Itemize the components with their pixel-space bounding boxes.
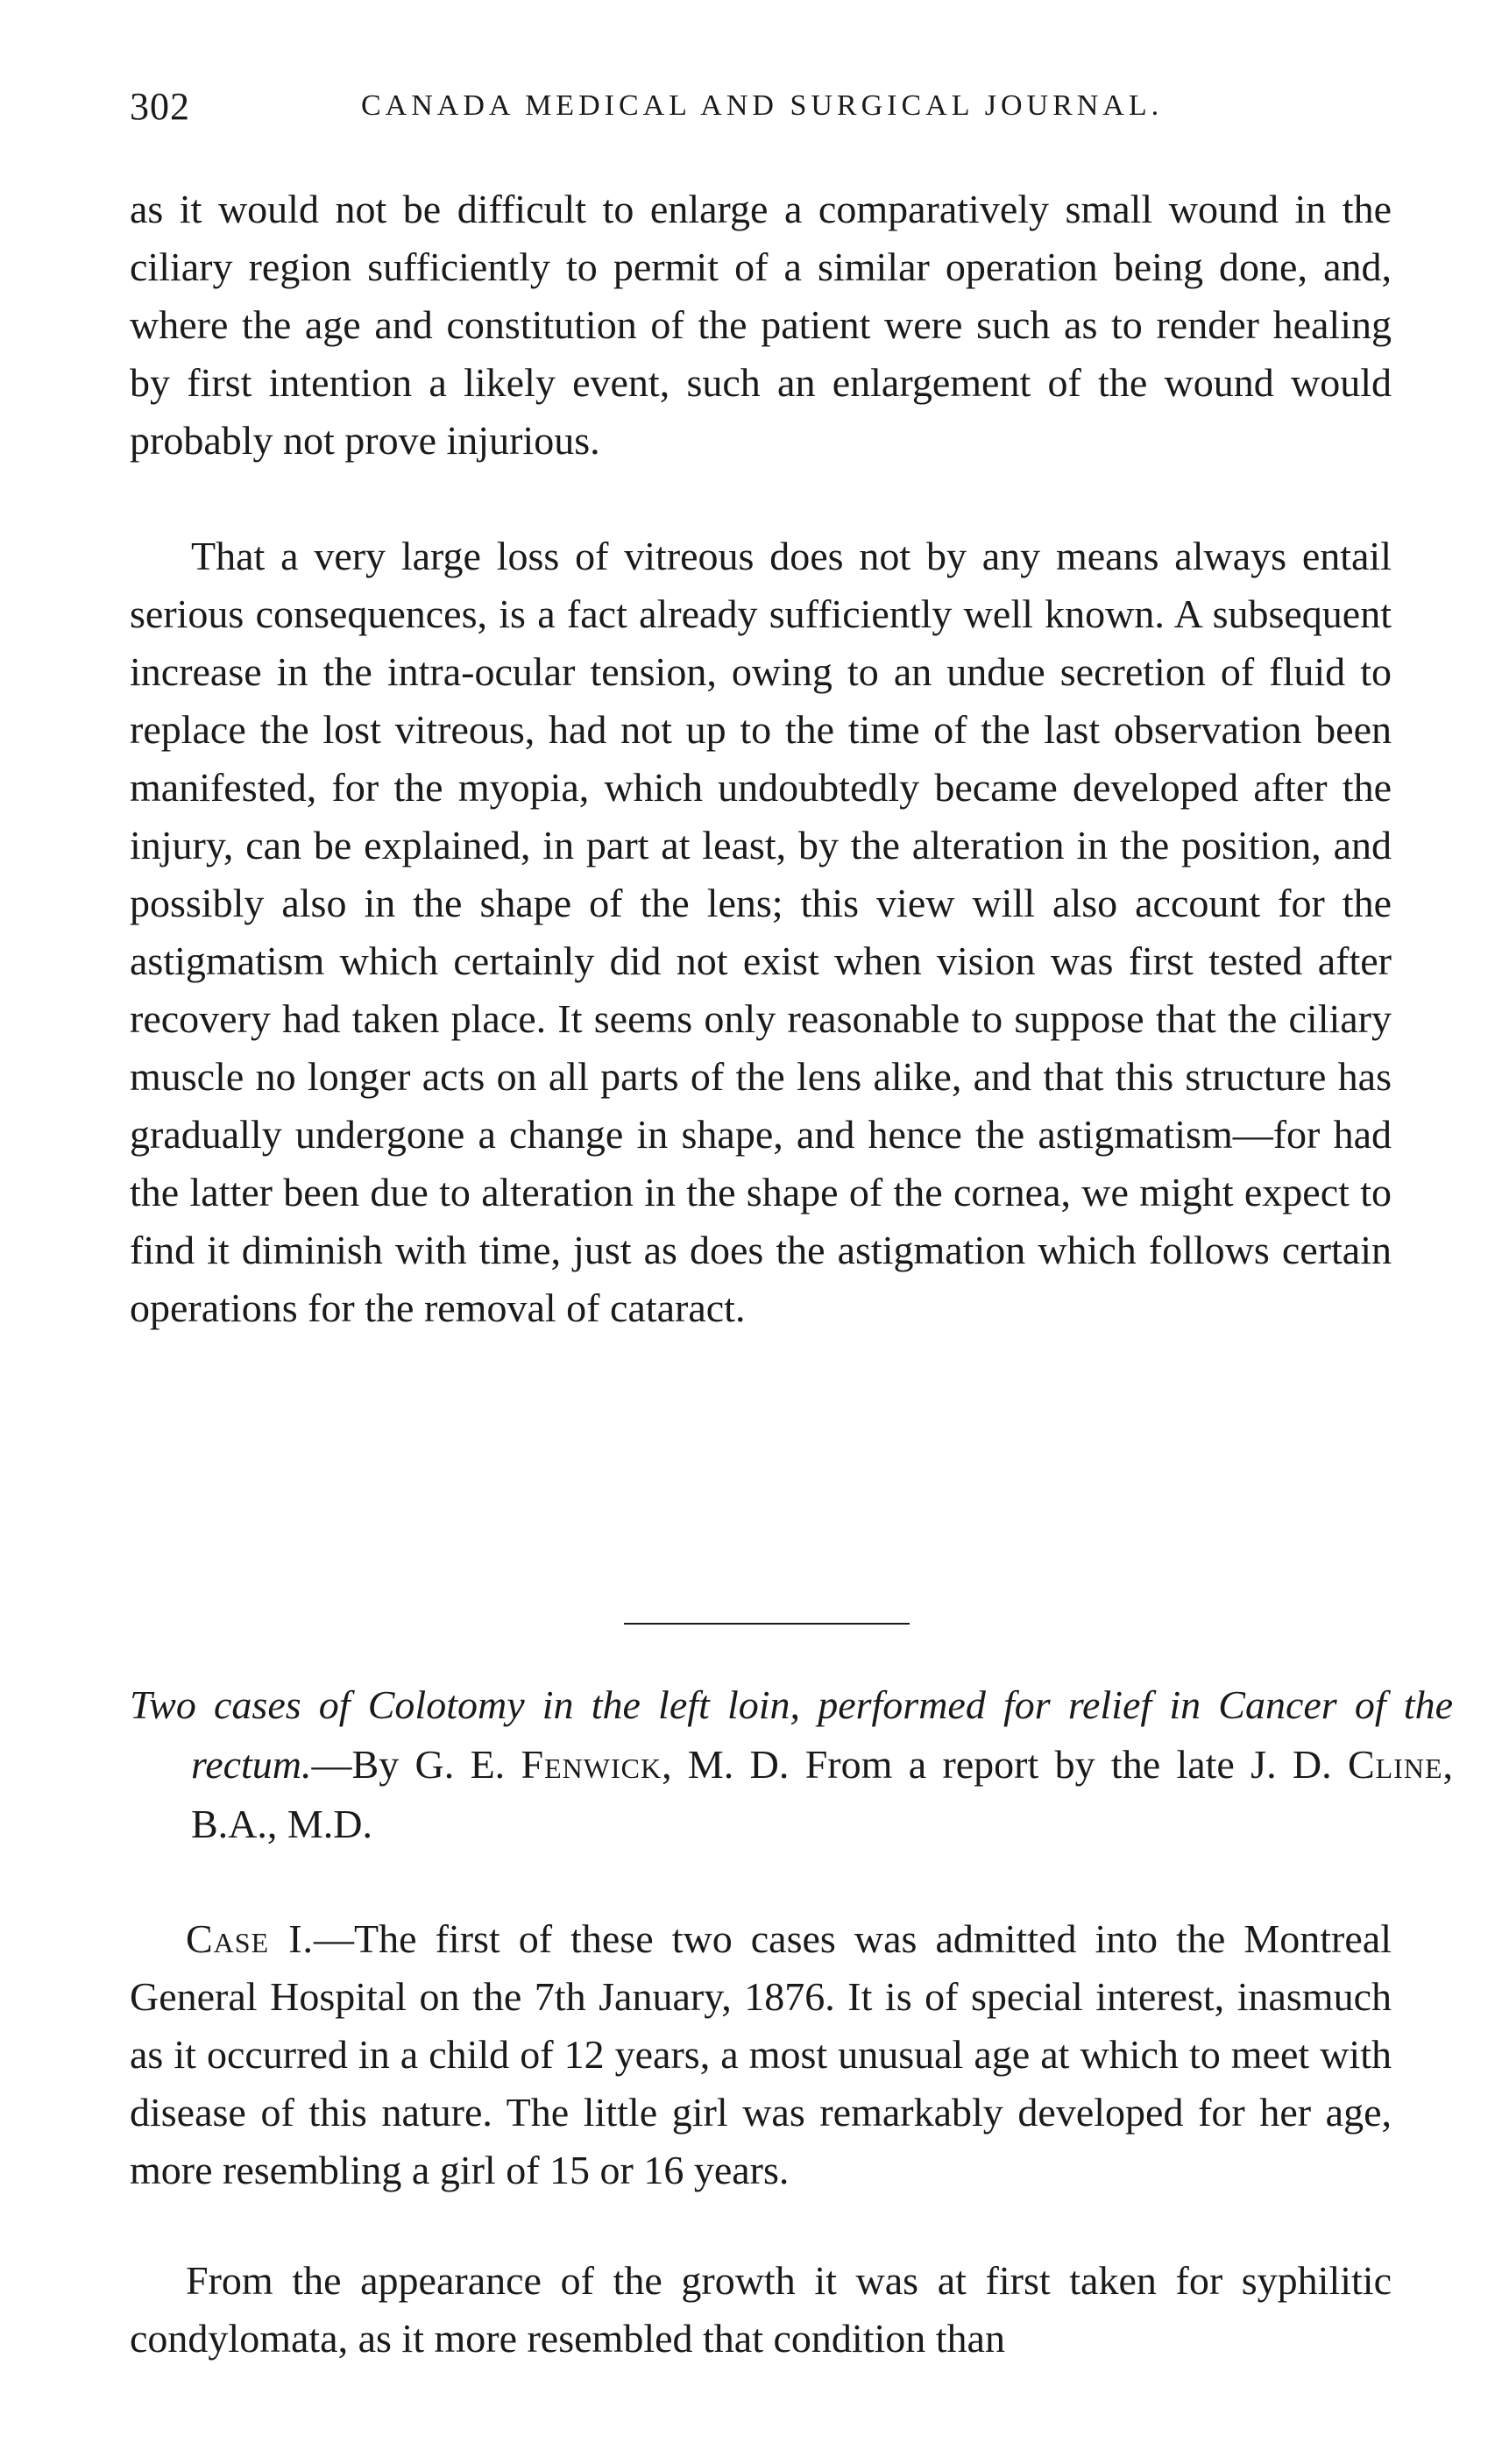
author-degree-cline: , B.A., M.D. bbox=[191, 1742, 1453, 1846]
case-one-paragraph bbox=[130, 1910, 1392, 2199]
section-divider bbox=[624, 1623, 910, 1625]
author-name-fenwick: Fenwick bbox=[521, 1742, 662, 1787]
paragraph-vitreous-loss: That a very large loss of vitreous does not by any means always entail serious consequences, is a fact already sufficiently well known. A subsequent increase in the intra-ocular tension, owing to an undue secretion of fluid to replace the lost vitreous, had not up to the time of the last observation been manifested, for the myopia, which undoubtedly became developed after the injury, can be explained, in part at least, by the alteration in the position, and possibly also in the shape of the lens; this view will also account for the astigmatism which certainly did not exist when vision was first tested after recovery had taken place. It seems only reasonable to suppose that the ciliary muscle no longer acts on all parts of the lens alike, and that this structure has gradually undergone a change in shape, and hence the astigmatism—for had the latter been due to alteration in the shape of the cornea, we might expect to find it diminish with time, just as does the astigmation which follows certain operations for the removal of cataract. bbox=[130, 534, 1392, 1330]
report-attribution: From a report by the late J. D. bbox=[804, 1742, 1332, 1787]
article-title: Two cases of Colotomy in the left loin, performed for relief in Cancer of the rectum. bbox=[130, 1682, 1453, 1787]
journal-title: CANADA MEDICAL AND SURGICAL JOURNAL. bbox=[361, 89, 1164, 122]
article-byline-prefix: —By G. E. bbox=[311, 1742, 506, 1787]
paragraph-continued: as it would not be difficult to enlarge a comparatively small wound in the ciliary region sufficiently to permit of a similar operation being done, and, where the age and constitution of the patient were such as to render healing by first intention a likely event, such an enlargement of the wound would probably not prove injurious. bbox=[130, 187, 1392, 463]
author-degree-fenwick: , M. D. bbox=[662, 1742, 790, 1787]
paragraph-growth-appearance: From the appearance of the growth it was at first taken for syphilitic condylomata, as it more resembled that condition than bbox=[130, 2258, 1392, 2361]
article-heading bbox=[130, 1675, 1453, 1854]
case-label: Case I. bbox=[186, 1916, 315, 1961]
running-head bbox=[130, 84, 1374, 137]
page-number: 302 bbox=[130, 85, 190, 128]
case-one-text: —The first of these two cases was admitted into the Montreal General Hospital on the 7th January, 1876. It is of special interest, inasmuch as it occurred in a child of 12 years, a most unusual age at which to meet with disease of this nature. The little girl was remarkably developed for her age, more resembling a girl of 15 or 16 years. bbox=[130, 1916, 1392, 2192]
author-name-cline: Cline bbox=[1347, 1742, 1443, 1787]
